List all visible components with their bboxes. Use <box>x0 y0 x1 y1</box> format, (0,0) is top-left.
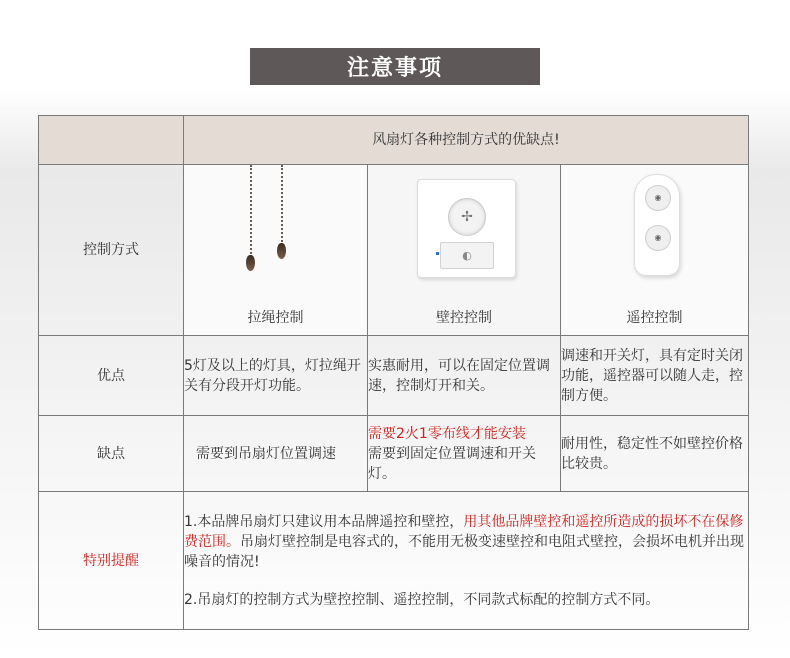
row-label-special: 特别提醒 <box>39 492 184 630</box>
remote-top-pad-icon: ◉ <box>645 185 671 211</box>
row-label-pros: 优点 <box>39 336 184 416</box>
table-heading: 风扇灯各种控制方式的优缺点! <box>184 116 749 165</box>
remote-bottom-pad-icon: ◉ <box>645 225 671 251</box>
remote-cell <box>561 165 749 336</box>
pros-pull-chain: 5灯及以上的灯具，灯拉绳开关有分段开灯功能。 <box>184 336 368 416</box>
remote-control-icon <box>634 174 680 276</box>
cons-remote: 耐用性，稳定性不如壁控价格比较贵。 <box>561 416 749 492</box>
header-empty-cell <box>39 116 184 165</box>
special-notes <box>184 492 749 630</box>
table-row-control-method <box>39 165 749 336</box>
table-row-pros <box>39 336 749 416</box>
method-label-wall: 壁控控制 <box>436 310 492 326</box>
pull-chain-cell <box>184 165 368 336</box>
table-row-cons <box>39 416 749 492</box>
note-1-warning: 用其他品牌壁控和遥控所造成的损坏不在保修费范围。 <box>184 513 744 550</box>
pros-remote: 调速和开关灯，具有定时关闭功能，遥控器可以随人走，控制方便。 <box>561 336 749 416</box>
note-1-text-b: 吊扇灯壁控制是电容式的，不能用无极变速壁控和电阻式壁控，会损坏电机并出现噪音的情况! <box>184 533 744 570</box>
cons-pull-chain: 需要到吊扇灯位置调速 <box>184 416 368 492</box>
note-2: 2.吊扇灯的控制方式为壁控控制、遥控控制，不同款式标配的控制方式不同。 <box>184 591 660 608</box>
pros-wall: 实惠耐用，可以在固定位置调速，控制灯开和关。 <box>368 336 561 416</box>
cons-wall-warning: 需要2火1零布线才能安装 <box>368 425 526 442</box>
note-1-text-a: 1.本品牌吊扇灯只建议用本品牌遥控和壁控， <box>184 513 464 530</box>
table-header-row <box>39 116 749 165</box>
light-button-icon: ◐ <box>440 242 494 269</box>
wall-switch-cell <box>368 165 561 336</box>
note-1 <box>184 512 748 572</box>
method-label-remote: 遥控控制 <box>626 310 683 326</box>
wall-switch-icon <box>417 179 516 278</box>
row-label-cons: 缺点 <box>39 416 184 492</box>
fan-knob-icon: ✢ <box>448 198 486 236</box>
comparison-table <box>38 115 749 630</box>
table-row-special <box>39 492 749 630</box>
method-label-pull-chain: 拉绳控制 <box>247 310 304 326</box>
cons-wall-text: 需要到固定位置调速和开关灯。 <box>368 445 536 482</box>
row-label-control-method: 控制方式 <box>39 165 184 336</box>
indicator-led-icon <box>436 252 439 255</box>
page-title: 注意事项 <box>250 48 540 85</box>
cons-wall <box>368 416 561 492</box>
